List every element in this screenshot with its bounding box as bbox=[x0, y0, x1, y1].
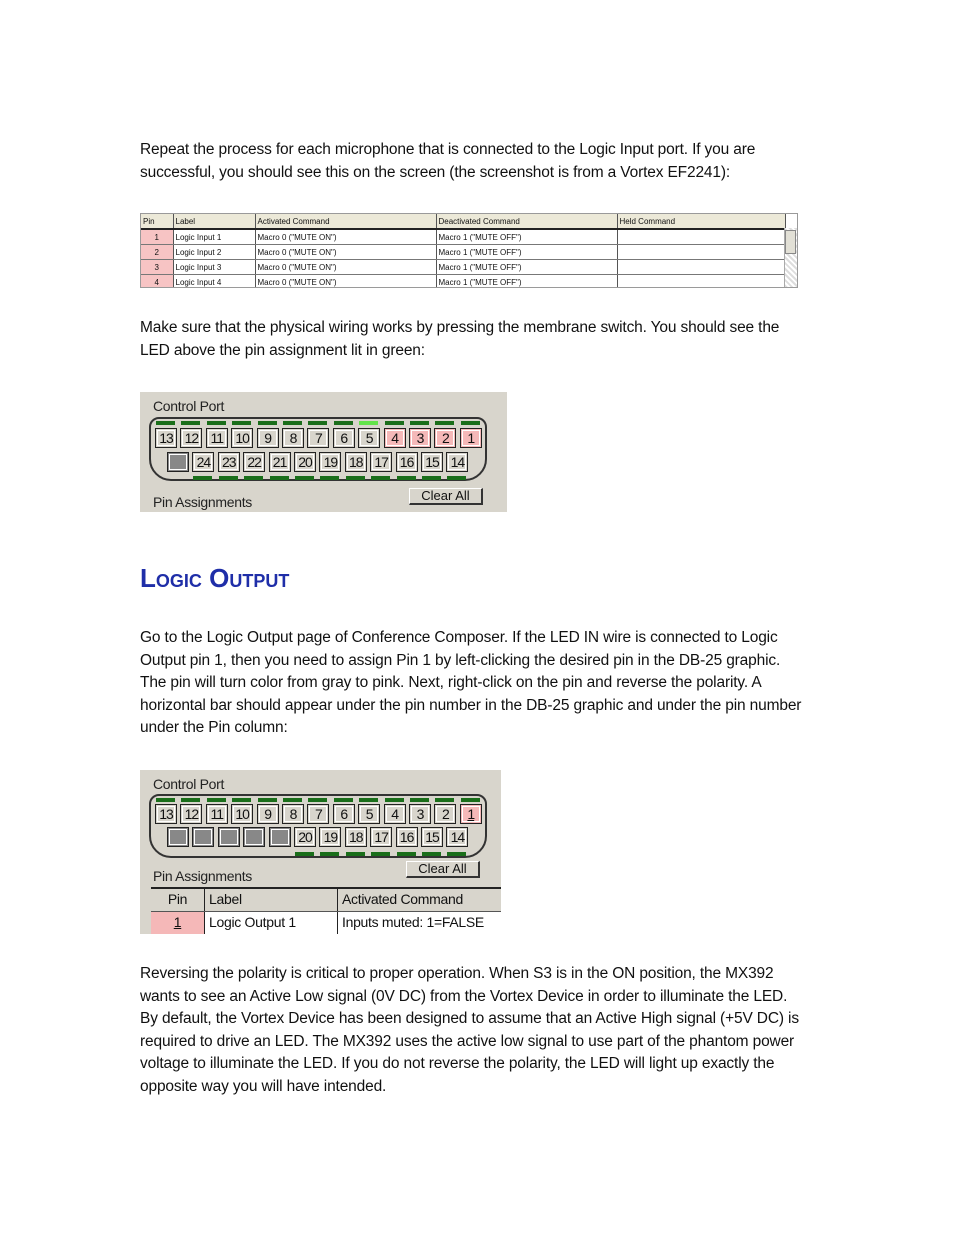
table-cell[interactable] bbox=[617, 229, 785, 245]
pin-unused[interactable] bbox=[167, 452, 189, 472]
clear-all-button[interactable]: Clear All bbox=[406, 861, 480, 878]
grid-header-row bbox=[151, 889, 501, 912]
pin-led-indicator bbox=[422, 476, 441, 480]
pin-led-indicator bbox=[359, 798, 378, 802]
pin-12[interactable]: 12 bbox=[180, 428, 202, 448]
pin-12[interactable]: 12 bbox=[180, 804, 202, 824]
pin-led-indicator bbox=[422, 852, 441, 856]
pin-led-indicator bbox=[295, 852, 314, 856]
panel-title: Control Port bbox=[153, 398, 225, 414]
pin-19[interactable]: 19 bbox=[319, 827, 341, 847]
pin-18[interactable]: 18 bbox=[345, 827, 367, 847]
logic-input-table-screenshot bbox=[140, 213, 798, 288]
pin-led-indicator bbox=[232, 798, 251, 802]
pin-9[interactable]: 9 bbox=[257, 428, 279, 448]
pin-led-indicator bbox=[207, 798, 226, 802]
pin-10[interactable]: 10 bbox=[231, 804, 253, 824]
section-heading: Logic Output bbox=[140, 563, 290, 593]
pin-1[interactable]: 1 bbox=[460, 428, 482, 448]
panel-title: Control Port bbox=[153, 776, 225, 792]
table-cell[interactable]: Macro 0 ("MUTE ON") bbox=[255, 245, 436, 260]
pin-14[interactable]: 14 bbox=[446, 452, 468, 472]
pin-led-indicator bbox=[346, 476, 365, 480]
pin-led-indicator bbox=[156, 421, 175, 425]
table-cell[interactable]: 3 bbox=[141, 260, 173, 275]
pin-7[interactable]: 7 bbox=[307, 804, 329, 824]
text-line: Output pin 1, then you need to assign Pin 1 by left-clicking the desired pin in the DB-25 graphic. bbox=[140, 651, 781, 669]
pin-led-indicator bbox=[435, 798, 454, 802]
column-header[interactable]: Activated Command bbox=[255, 214, 436, 229]
text-line: Repeat the process for each microphone that is connected to the Logic Input port. If you are bbox=[140, 141, 756, 158]
pin-20[interactable]: 20 bbox=[294, 452, 316, 472]
pin-24[interactable]: 24 bbox=[192, 452, 214, 472]
pin-led-indicator bbox=[193, 476, 212, 480]
table-row[interactable] bbox=[141, 245, 785, 260]
pin-10[interactable]: 10 bbox=[231, 428, 253, 448]
pin-8[interactable]: 8 bbox=[282, 428, 304, 448]
text-line: required to drive an LED. The MX392 uses the active low signal to use part of the phantom power bbox=[140, 1032, 795, 1050]
pin-led-indicator bbox=[181, 798, 200, 802]
pin-led-indicator bbox=[385, 421, 404, 425]
table-cell[interactable]: 1 bbox=[141, 229, 173, 245]
logic-input-table bbox=[141, 214, 786, 288]
table-scrollbar[interactable] bbox=[784, 228, 797, 287]
pin-led-indicator bbox=[435, 421, 454, 425]
intro-paragraph bbox=[140, 139, 812, 184]
wiring-paragraph bbox=[140, 317, 812, 362]
pin-3[interactable]: 3 bbox=[409, 428, 431, 448]
pin-led-indicator bbox=[410, 798, 429, 802]
pin-16[interactable]: 16 bbox=[396, 452, 418, 472]
pin-16[interactable]: 16 bbox=[396, 827, 418, 847]
pin-led-indicator bbox=[371, 476, 390, 480]
pin-led-indicator bbox=[410, 421, 429, 425]
pin-9[interactable]: 9 bbox=[257, 804, 279, 824]
grid-header-pin: Pin bbox=[151, 889, 205, 911]
text-line: By default, the Vortex Device has been designed to assume that an Active High signal (+5V DC) is bbox=[140, 1010, 799, 1027]
grid-cell-label[interactable]: Logic Output 1 bbox=[205, 912, 338, 934]
pin-unused[interactable] bbox=[192, 827, 214, 847]
pin-13[interactable]: 13 bbox=[155, 804, 177, 824]
pin-led-indicator bbox=[397, 852, 416, 856]
clear-all-button[interactable]: Clear All bbox=[409, 488, 483, 505]
text-line: The pin will turn color from gray to pink. Next, right-click on the pin and reverse the polarity. A bbox=[140, 674, 762, 691]
pin-1[interactable]: 1 bbox=[460, 804, 482, 824]
pin-led-indicator bbox=[156, 798, 175, 802]
pin-unused[interactable] bbox=[167, 827, 189, 847]
pin-led-indicator bbox=[334, 421, 353, 425]
pin-6[interactable]: 6 bbox=[333, 804, 355, 824]
pin-led-indicator bbox=[447, 476, 466, 480]
table-cell[interactable]: Logic Input 4 bbox=[173, 275, 255, 289]
text-line: voltage to illuminate the LED. If you do not reverse the polarity, the LED will light up exactly the bbox=[140, 1055, 775, 1072]
pin-7[interactable]: 7 bbox=[307, 428, 329, 448]
control-port-panel-output bbox=[140, 770, 501, 934]
pin-led-indicator bbox=[270, 476, 289, 480]
pin-led-indicator bbox=[295, 476, 314, 480]
pin-assignments-label: Pin Assignments bbox=[153, 494, 252, 510]
grid-header-activated: Activated Command bbox=[342, 891, 463, 907]
pin-11[interactable]: 11 bbox=[206, 804, 228, 824]
scrollbar-thumb[interactable] bbox=[785, 230, 796, 254]
text-line: opposite way you will have intended. bbox=[140, 1077, 387, 1095]
pin-14[interactable]: 14 bbox=[446, 827, 468, 847]
pin-5[interactable]: 5 bbox=[358, 804, 380, 824]
table-cell[interactable]: Logic Input 1 bbox=[173, 229, 255, 245]
table-cell[interactable]: Macro 1 ("MUTE OFF") bbox=[436, 229, 617, 245]
pin-assignments-label: Pin Assignments bbox=[153, 868, 252, 884]
text-line: Make sure that the physical wiring works by pressing the membrane switch. You should see the bbox=[140, 319, 780, 336]
table-row[interactable] bbox=[141, 260, 785, 275]
pin-led-indicator bbox=[244, 476, 263, 480]
pin-15[interactable]: 15 bbox=[421, 452, 443, 472]
pin-21[interactable]: 21 bbox=[269, 452, 291, 472]
pin-8[interactable]: 8 bbox=[282, 804, 304, 824]
table-cell[interactable]: Logic Input 3 bbox=[173, 260, 255, 275]
pin-6[interactable]: 6 bbox=[333, 428, 355, 448]
pin-5[interactable]: 5 bbox=[358, 428, 380, 448]
grid-data-row[interactable] bbox=[151, 912, 501, 934]
pin-23[interactable]: 23 bbox=[218, 452, 240, 472]
pin-unused[interactable] bbox=[269, 827, 291, 847]
logic-output-paragraph bbox=[140, 627, 812, 740]
table-row[interactable] bbox=[141, 229, 785, 245]
table-cell[interactable] bbox=[617, 260, 785, 275]
pin-3[interactable]: 3 bbox=[409, 804, 431, 824]
pin-led-indicator bbox=[346, 852, 365, 856]
pin-4[interactable]: 4 bbox=[384, 804, 406, 824]
table-cell[interactable] bbox=[617, 245, 785, 260]
column-header[interactable]: Deactivated Command bbox=[436, 214, 617, 229]
pin-4[interactable]: 4 bbox=[384, 428, 406, 448]
pin-led-indicator bbox=[283, 421, 302, 425]
pin-led-indicator bbox=[181, 421, 200, 425]
control-port-panel-input bbox=[140, 392, 507, 512]
table-cell[interactable] bbox=[617, 275, 785, 289]
table-cell[interactable]: Macro 0 ("MUTE ON") bbox=[255, 275, 436, 289]
pin-11[interactable]: 11 bbox=[206, 428, 228, 448]
pin-unused[interactable] bbox=[243, 827, 265, 847]
pin-led-indicator bbox=[308, 798, 327, 802]
pin-led-indicator bbox=[334, 798, 353, 802]
text-line: horizontal bar should appear under the pin number in the DB-25 graphic and under the pin number bbox=[140, 696, 802, 714]
polarity-paragraph bbox=[140, 963, 812, 1098]
pin-led-indicator bbox=[258, 421, 277, 425]
text-line: Go to the Logic Output page of Conference Composer. If the LED IN wire is connected to Logic bbox=[140, 629, 778, 646]
pin-led-indicator bbox=[359, 421, 378, 425]
pin-17[interactable]: 17 bbox=[370, 827, 392, 847]
text-line: under the Pin column: bbox=[140, 719, 288, 736]
pin-led-indicator bbox=[397, 476, 416, 480]
pin-2[interactable]: 2 bbox=[434, 428, 456, 448]
pin-2[interactable]: 2 bbox=[434, 804, 456, 824]
pin-led-indicator bbox=[207, 421, 226, 425]
pin-led-indicator bbox=[447, 852, 466, 856]
pin-19[interactable]: 19 bbox=[319, 452, 341, 472]
pin-led-indicator bbox=[258, 798, 277, 802]
grid-cell-pin[interactable]: 1 bbox=[151, 912, 205, 934]
table-cell[interactable]: Macro 0 ("MUTE ON") bbox=[255, 229, 436, 245]
pin-led-indicator bbox=[219, 476, 238, 480]
pin-led-indicator bbox=[371, 852, 390, 856]
pin-led-indicator bbox=[461, 421, 480, 425]
pin-22[interactable]: 22 bbox=[243, 452, 265, 472]
pin-led-indicator bbox=[308, 421, 327, 425]
grid-header-label: Label bbox=[205, 889, 338, 911]
table-cell[interactable]: Macro 0 ("MUTE ON") bbox=[255, 260, 436, 275]
table-row[interactable] bbox=[141, 275, 785, 289]
table-cell[interactable]: Macro 1 ("MUTE OFF") bbox=[436, 260, 617, 275]
pin-led-indicator bbox=[232, 421, 251, 425]
text-line: wants to see an Active Low signal (0V DC) from the Vortex Device in order to illuminate the LED. bbox=[140, 987, 788, 1005]
pin-led-indicator bbox=[461, 798, 480, 802]
table-cell[interactable]: Logic Input 2 bbox=[173, 245, 255, 260]
pin-assignment-grid bbox=[151, 887, 501, 934]
pin-led-indicator bbox=[320, 476, 339, 480]
column-header[interactable]: Label bbox=[173, 214, 255, 229]
pin-led-indicator bbox=[283, 798, 302, 802]
pin-led-indicator bbox=[385, 798, 404, 802]
text-line: successful, you should see this on the screen (the screenshot is from a Vortex EF2241): bbox=[140, 163, 731, 181]
table-cell[interactable]: 4 bbox=[141, 275, 173, 289]
pin-17[interactable]: 17 bbox=[370, 452, 392, 472]
pin-20[interactable]: 20 bbox=[294, 827, 316, 847]
table-cell[interactable]: Macro 1 ("MUTE OFF") bbox=[436, 275, 617, 289]
text-line: Reversing the polarity is critical to proper operation. When S3 is in the ON position, the MX392 bbox=[140, 965, 774, 982]
table-cell[interactable]: 2 bbox=[141, 245, 173, 260]
column-header[interactable]: Pin bbox=[141, 214, 173, 229]
column-header[interactable]: Held Command bbox=[617, 214, 785, 229]
pin-unused[interactable] bbox=[218, 827, 240, 847]
grid-cell-activated[interactable]: Inputs muted: 1=FALSE bbox=[338, 912, 501, 934]
text-line: LED above the pin assignment lit in green: bbox=[140, 341, 425, 359]
table-cell[interactable]: Macro 1 ("MUTE OFF") bbox=[436, 245, 617, 260]
pin-15[interactable]: 15 bbox=[421, 827, 443, 847]
pin-13[interactable]: 13 bbox=[155, 428, 177, 448]
pin-18[interactable]: 18 bbox=[345, 452, 367, 472]
pin-led-indicator bbox=[320, 852, 339, 856]
